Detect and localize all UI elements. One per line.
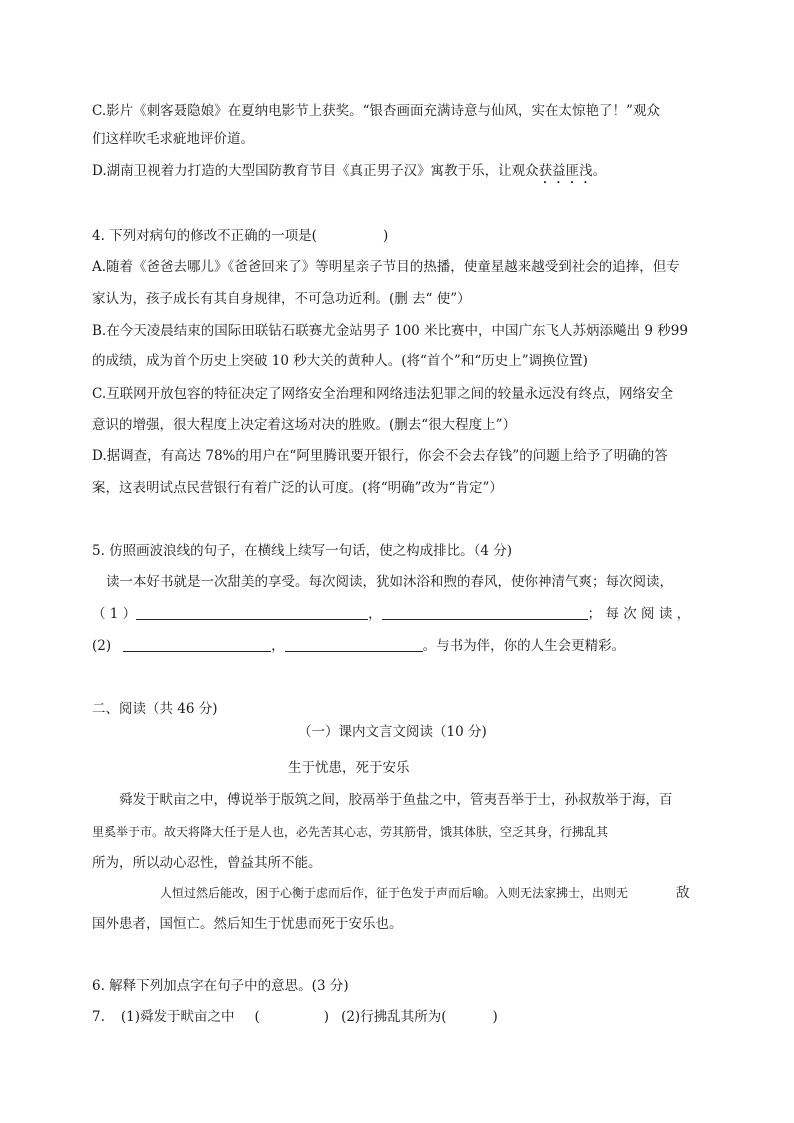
passage-title: 生于忧患，死于安乐 — [288, 760, 410, 776]
passage-p2-line1-end: 敌 — [676, 885, 690, 901]
q3-option-d-end: 。 — [592, 163, 607, 179]
q5-row-2-end: 。与书为伴，你的人生会更精彩。 — [422, 638, 626, 654]
q7-item-1: (1)舜发于畎亩之中 — [120, 1009, 235, 1025]
q5-blank-1b[interactable] — [382, 605, 588, 620]
q3-dotted-phrase: 获益匪浅 — [538, 163, 593, 179]
q7-row — [92, 1008, 498, 1026]
q4-option-d-line2: 案，这表明试点民营银行有着广泛的认可度。(将“明确”改为“肯定”） — [92, 480, 503, 496]
q5-label-1: （ 1 ） — [92, 606, 137, 622]
q6-stem: 6. 解释下列加点字在句子中的意思。(3 分) — [92, 978, 349, 994]
passage-p2-line1: 人恒过然后能改，困于心衡于虑而后作，征于色发于声而后喻。入则无法家拂士，出则无 — [160, 886, 629, 900]
q4-option-d-line1: D.据调查，有高达 78%的用户在“阿里腾讯要开银行，你会不会去存钱”的问题上给予了明确的答 — [92, 448, 668, 464]
q4-option-b-line1: B.在今天凌晨结束的国际田联钻石联赛尤金站男子 100 米比赛中，中国广东飞人苏炳添飚出 9 秒99 — [92, 323, 688, 339]
q4-stem — [92, 227, 388, 245]
q3-option-c-line2: 们这样吹毛求疵地评价道。 — [92, 131, 254, 147]
q5-comma-1: ， — [368, 606, 382, 622]
q3-option-d-line1 — [92, 162, 606, 187]
q4-stem-close: ) — [382, 228, 389, 244]
q3-option-d-text: D.湖南卫视着力打造的大型国防教育节目《真正男子汉》寓教于乐，让观众 — [92, 163, 539, 179]
q5-blank-1a[interactable] — [136, 605, 368, 620]
q3-option-c-line1: C.影片《刺客聂隐娘》在夏纳电影节上获奖。“银杏画面充满诗意与仙风，实在太惊艳了！”观众 — [92, 103, 660, 119]
q4-stem-text: 4. 下列对病句的修改不正确的一项是( — [92, 228, 317, 244]
q7-item-2-close: ) — [492, 1009, 498, 1025]
q5-blank-2b[interactable] — [285, 637, 423, 652]
q4-option-b-line2: 的成绩，成为首个历史上突破 10 秒大关的黄种人。(将“首个”和“历史上”调换位置) — [92, 353, 588, 369]
q7-item-1-paren-open: ( — [254, 1009, 260, 1025]
q5-row-1 — [92, 605, 690, 623]
q5-row-1-end: ； 每 次 阅 读 ， — [587, 606, 691, 622]
q7-item-1-paren-close: ) — [323, 1009, 330, 1025]
q5-label-2: (2) — [92, 638, 112, 654]
passage-p1-line1: 舜发于畎亩之中，傅说举于版筑之间，胶鬲举于鱼盐之中，管夷吾举于士，孙叔敖举于海，百 — [119, 792, 673, 808]
q5-comma-2: ， — [271, 638, 285, 654]
passage-p2-line2: 国外患者，国恒亡。然后知生于忧患而死于安乐也。 — [92, 916, 403, 932]
q4-option-c-line2: 意识的增强，很大程度上决定着这场对决的胜败。(删去“很大程度上”） — [92, 417, 517, 433]
passage-p1-line3: 所为，所以动心忍性，曾益其所不能。 — [92, 855, 322, 871]
q5-paragraph: 读一本好书就是一次甜美的享受。每次阅读，犹如沐浴和煦的春风，使你神清气爽；每次阅读， — [106, 574, 673, 590]
q4-option-a-line2: 家认为，孩子成长有其自身规律，不可急功近利。(删 去“ 使”） — [92, 291, 471, 307]
section2-subtitle: （一）课内文言文阅读（10 分) — [298, 724, 487, 740]
q5-row-2 — [92, 637, 625, 655]
q5-stem: 5. 仿照画波浪线的句子，在横线上续写一句话，使之构成排比。（4 分) — [92, 543, 513, 559]
q7-number: 7. — [92, 1009, 105, 1025]
q4-option-a-line1: A.随着《爸爸去哪儿》《爸爸回来了》等明星亲子节目的热播，使童星越来越受到社会的追捧，但专 — [92, 259, 680, 275]
q4-option-c-line1: C.互联网开放包容的特征决定了网络安全治理和网络违法犯罪之间的较量永远没有终点，网络安全 — [92, 386, 674, 402]
passage-p1-line2: 里奚举于市。故天将降大任于是人也，必先苦其心志，劳其筋骨，饿其体肤，空乏其身，行拂乱其 — [92, 825, 609, 839]
q7-item-2: (2)行拂乱其所为( — [341, 1009, 447, 1025]
q5-blank-2a[interactable] — [123, 637, 271, 652]
section2-title: 二、阅读（共 46 分) — [92, 701, 218, 717]
